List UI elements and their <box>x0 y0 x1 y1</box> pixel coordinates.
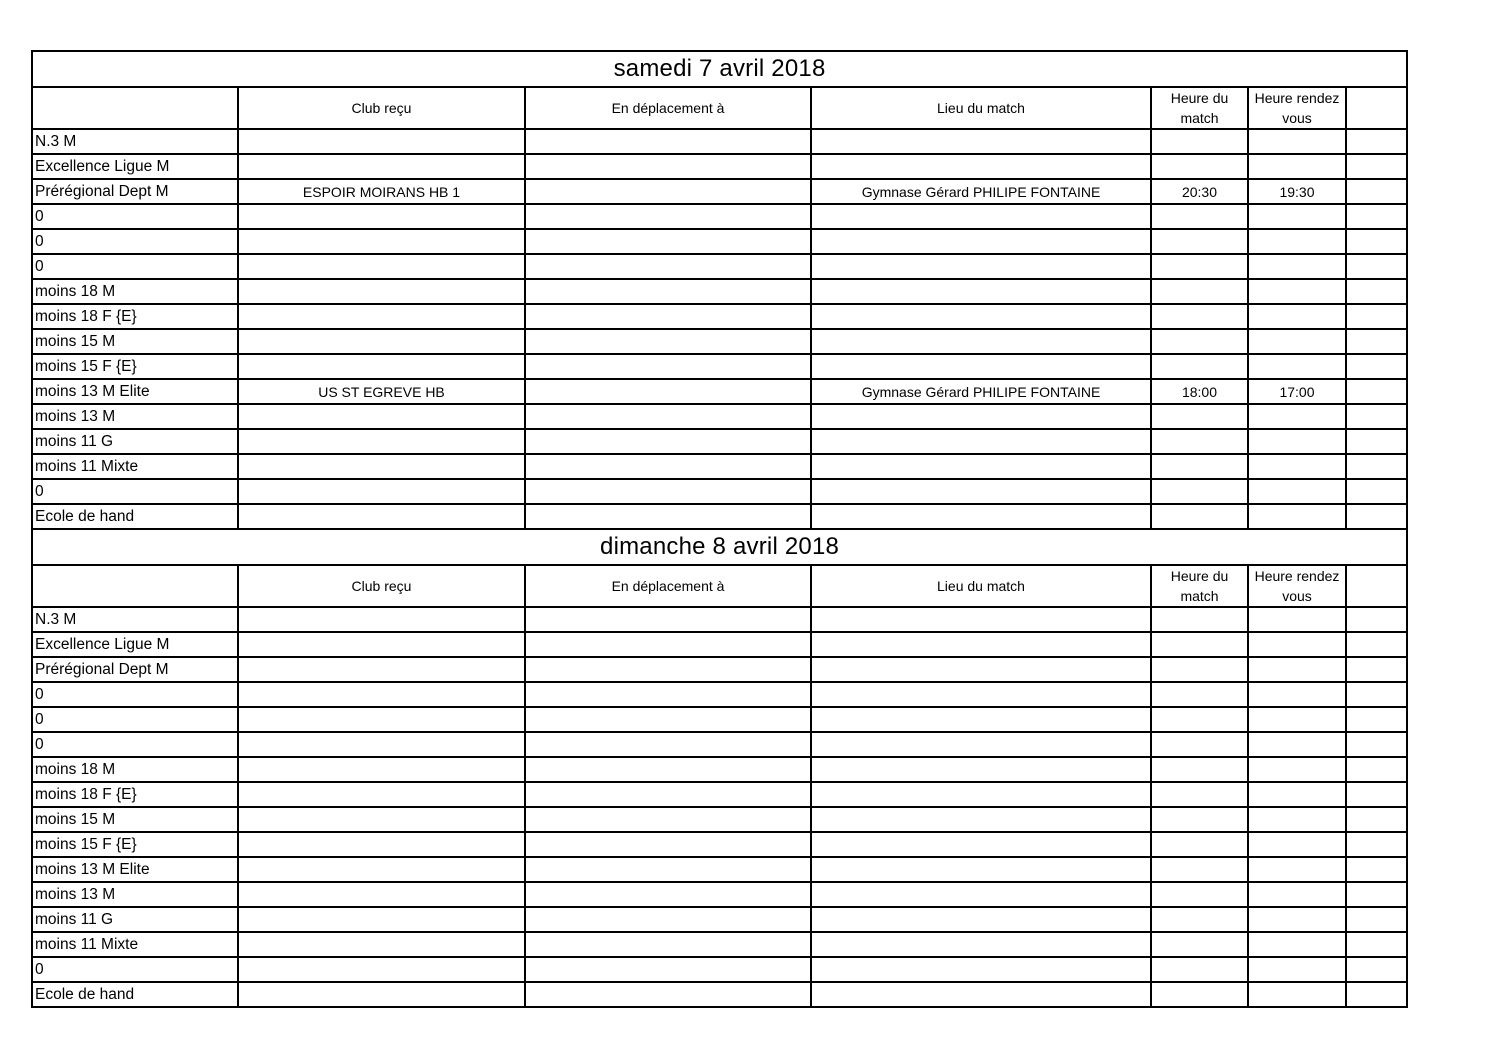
lieu-cell <box>811 607 1151 632</box>
table-row <box>32 379 1407 404</box>
heure-match-cell <box>1151 782 1248 807</box>
heure-match-cell <box>1151 354 1248 379</box>
table-row <box>32 732 1407 757</box>
extra-cell <box>1346 907 1407 932</box>
club-recu-cell <box>238 832 525 857</box>
heure-rdv-cell <box>1248 279 1346 304</box>
en-deplacement-cell <box>525 429 811 454</box>
category-cell: moins 15 F {E} <box>32 832 238 857</box>
en-deplacement-cell <box>525 732 811 757</box>
extra-cell <box>1346 204 1407 229</box>
schedule-sheet <box>31 50 1406 1008</box>
heure-match-cell <box>1151 254 1248 279</box>
club-recu-cell: US ST EGREVE HB <box>238 379 525 404</box>
column-header-heure-match: Heure du match <box>1151 565 1248 607</box>
column-header-category <box>32 565 238 607</box>
club-recu-cell <box>238 982 525 1007</box>
club-recu-cell <box>238 329 525 354</box>
en-deplacement-cell <box>525 354 811 379</box>
day-title: samedi 7 avril 2018 <box>32 51 1407 87</box>
table-row <box>32 479 1407 504</box>
club-recu-cell <box>238 129 525 154</box>
lieu-cell <box>811 254 1151 279</box>
extra-cell <box>1346 832 1407 857</box>
en-deplacement-cell <box>525 179 811 204</box>
heure-match-cell: 20:30 <box>1151 179 1248 204</box>
category-cell: 0 <box>32 707 238 732</box>
lieu-cell <box>811 982 1151 1007</box>
table-row <box>32 757 1407 782</box>
lieu-cell <box>811 857 1151 882</box>
heure-match-cell <box>1151 932 1248 957</box>
category-cell: moins 11 Mixte <box>32 932 238 957</box>
club-recu-cell <box>238 504 525 529</box>
category-cell: moins 13 M Elite <box>32 379 238 404</box>
column-header-lieu: Lieu du match <box>811 87 1151 129</box>
heure-rdv-cell <box>1248 429 1346 454</box>
en-deplacement-cell <box>525 757 811 782</box>
heure-rdv-cell <box>1248 204 1346 229</box>
heure-rdv-cell <box>1248 907 1346 932</box>
lieu-cell <box>811 479 1151 504</box>
table-row <box>32 329 1407 354</box>
heure-match-cell <box>1151 757 1248 782</box>
heure-rdv-cell <box>1248 354 1346 379</box>
heure-rdv-cell <box>1248 807 1346 832</box>
extra-cell <box>1346 782 1407 807</box>
extra-cell <box>1346 279 1407 304</box>
heure-match-cell <box>1151 279 1248 304</box>
en-deplacement-cell <box>525 907 811 932</box>
heure-match-cell <box>1151 807 1248 832</box>
category-cell: moins 11 Mixte <box>32 454 238 479</box>
lieu-cell <box>811 957 1151 982</box>
extra-cell <box>1346 304 1407 329</box>
table-row <box>32 982 1407 1007</box>
extra-cell <box>1346 982 1407 1007</box>
extra-cell <box>1346 657 1407 682</box>
en-deplacement-cell <box>525 279 811 304</box>
lieu-cell <box>811 657 1151 682</box>
category-cell: Prérégional Dept M <box>32 179 238 204</box>
heure-rdv-cell <box>1248 454 1346 479</box>
column-header-category <box>32 87 238 129</box>
category-cell: moins 11 G <box>32 429 238 454</box>
heure-match-cell <box>1151 682 1248 707</box>
category-cell: 0 <box>32 479 238 504</box>
en-deplacement-cell <box>525 932 811 957</box>
column-header-row <box>32 87 1407 129</box>
heure-rdv-cell <box>1248 329 1346 354</box>
en-deplacement-cell <box>525 404 811 429</box>
heure-match-cell <box>1151 504 1248 529</box>
table-row <box>32 782 1407 807</box>
lieu-cell <box>811 732 1151 757</box>
extra-cell <box>1346 957 1407 982</box>
lieu-cell <box>811 279 1151 304</box>
heure-match-cell <box>1151 707 1248 732</box>
category-cell: moins 13 M <box>32 404 238 429</box>
en-deplacement-cell <box>525 832 811 857</box>
en-deplacement-cell <box>525 329 811 354</box>
heure-rdv-cell <box>1248 229 1346 254</box>
heure-rdv-cell <box>1248 154 1346 179</box>
column-header-en-deplacement: En déplacement à <box>525 87 811 129</box>
lieu-cell <box>811 329 1151 354</box>
club-recu-cell <box>238 807 525 832</box>
en-deplacement-cell <box>525 229 811 254</box>
table-row <box>32 254 1407 279</box>
lieu-cell <box>811 454 1151 479</box>
en-deplacement-cell <box>525 657 811 682</box>
en-deplacement-cell <box>525 707 811 732</box>
table-row <box>32 707 1407 732</box>
schedule-table <box>31 50 1408 1008</box>
column-header-extra <box>1346 87 1407 129</box>
lieu-cell <box>811 504 1151 529</box>
category-cell: moins 15 M <box>32 329 238 354</box>
table-row <box>32 882 1407 907</box>
en-deplacement-cell <box>525 504 811 529</box>
extra-cell <box>1346 882 1407 907</box>
extra-cell <box>1346 707 1407 732</box>
heure-match-cell <box>1151 732 1248 757</box>
lieu-cell <box>811 932 1151 957</box>
heure-match-cell <box>1151 632 1248 657</box>
category-cell: moins 15 F {E} <box>32 354 238 379</box>
en-deplacement-cell <box>525 782 811 807</box>
en-deplacement-cell <box>525 632 811 657</box>
table-row <box>32 179 1407 204</box>
en-deplacement-cell <box>525 807 811 832</box>
heure-match-cell <box>1151 129 1248 154</box>
category-cell: 0 <box>32 229 238 254</box>
extra-cell <box>1346 254 1407 279</box>
heure-match-cell <box>1151 454 1248 479</box>
club-recu-cell <box>238 632 525 657</box>
club-recu-cell <box>238 204 525 229</box>
heure-rdv-cell <box>1248 129 1346 154</box>
category-cell: moins 18 M <box>32 279 238 304</box>
extra-cell <box>1346 179 1407 204</box>
column-header-heure-rdv: Heure rendez vous <box>1248 565 1346 607</box>
heure-match-cell <box>1151 657 1248 682</box>
heure-rdv-cell <box>1248 832 1346 857</box>
category-cell: moins 18 M <box>32 757 238 782</box>
table-row <box>32 657 1407 682</box>
extra-cell <box>1346 329 1407 354</box>
extra-cell <box>1346 404 1407 429</box>
extra-cell <box>1346 129 1407 154</box>
lieu-cell <box>811 632 1151 657</box>
heure-match-cell <box>1151 982 1248 1007</box>
heure-rdv-cell: 17:00 <box>1248 379 1346 404</box>
category-cell: Ecole de hand <box>32 504 238 529</box>
extra-cell <box>1346 379 1407 404</box>
category-cell: 0 <box>32 732 238 757</box>
lieu-cell <box>811 707 1151 732</box>
club-recu-cell <box>238 882 525 907</box>
table-row <box>32 229 1407 254</box>
club-recu-cell <box>238 229 525 254</box>
extra-cell <box>1346 932 1407 957</box>
heure-match-cell <box>1151 857 1248 882</box>
table-row <box>32 807 1407 832</box>
heure-match-cell <box>1151 832 1248 857</box>
heure-rdv-cell <box>1248 707 1346 732</box>
club-recu-cell <box>238 707 525 732</box>
category-cell: moins 18 F {E} <box>32 304 238 329</box>
heure-match-cell <box>1151 229 1248 254</box>
heure-match-cell <box>1151 607 1248 632</box>
lieu-cell <box>811 832 1151 857</box>
table-row <box>32 204 1407 229</box>
club-recu-cell <box>238 732 525 757</box>
heure-rdv-cell <box>1248 479 1346 504</box>
heure-rdv-cell: 19:30 <box>1248 179 1346 204</box>
heure-match-cell <box>1151 404 1248 429</box>
heure-rdv-cell <box>1248 304 1346 329</box>
category-cell: moins 13 M <box>32 882 238 907</box>
extra-cell <box>1346 479 1407 504</box>
category-cell: Excellence Ligue M <box>32 632 238 657</box>
heure-rdv-cell <box>1248 607 1346 632</box>
lieu-cell <box>811 304 1151 329</box>
club-recu-cell <box>238 757 525 782</box>
en-deplacement-cell <box>525 982 811 1007</box>
extra-cell <box>1346 732 1407 757</box>
category-cell: 0 <box>32 204 238 229</box>
heure-rdv-cell <box>1248 857 1346 882</box>
lieu-cell <box>811 154 1151 179</box>
category-cell: N.3 M <box>32 129 238 154</box>
club-recu-cell <box>238 907 525 932</box>
column-header-row <box>32 565 1407 607</box>
extra-cell <box>1346 454 1407 479</box>
category-cell: Ecole de hand <box>32 982 238 1007</box>
extra-cell <box>1346 807 1407 832</box>
en-deplacement-cell <box>525 479 811 504</box>
heure-match-cell <box>1151 204 1248 229</box>
table-row <box>32 154 1407 179</box>
club-recu-cell <box>238 454 525 479</box>
category-cell: moins 18 F {E} <box>32 782 238 807</box>
club-recu-cell <box>238 154 525 179</box>
day-title-row <box>32 51 1407 87</box>
lieu-cell <box>811 807 1151 832</box>
club-recu-cell <box>238 279 525 304</box>
en-deplacement-cell <box>525 129 811 154</box>
club-recu-cell <box>238 957 525 982</box>
extra-cell <box>1346 757 1407 782</box>
table-row <box>32 504 1407 529</box>
table-row <box>32 354 1407 379</box>
extra-cell <box>1346 429 1407 454</box>
heure-match-cell <box>1151 429 1248 454</box>
column-header-extra <box>1346 565 1407 607</box>
table-row <box>32 682 1407 707</box>
en-deplacement-cell <box>525 857 811 882</box>
extra-cell <box>1346 504 1407 529</box>
table-row <box>32 857 1407 882</box>
heure-rdv-cell <box>1248 254 1346 279</box>
heure-match-cell <box>1151 882 1248 907</box>
lieu-cell: Gymnase Gérard PHILIPE FONTAINE <box>811 179 1151 204</box>
table-row <box>32 957 1407 982</box>
category-cell: moins 13 M Elite <box>32 857 238 882</box>
heure-match-cell: 18:00 <box>1151 379 1248 404</box>
en-deplacement-cell <box>525 154 811 179</box>
heure-match-cell <box>1151 329 1248 354</box>
heure-rdv-cell <box>1248 982 1346 1007</box>
extra-cell <box>1346 682 1407 707</box>
column-header-en-deplacement: En déplacement à <box>525 565 811 607</box>
lieu-cell <box>811 757 1151 782</box>
table-row <box>32 129 1407 154</box>
club-recu-cell <box>238 429 525 454</box>
extra-cell <box>1346 632 1407 657</box>
heure-match-cell <box>1151 154 1248 179</box>
day-title: dimanche 8 avril 2018 <box>32 529 1407 565</box>
category-cell: moins 15 M <box>32 807 238 832</box>
lieu-cell <box>811 782 1151 807</box>
column-header-lieu: Lieu du match <box>811 565 1151 607</box>
club-recu-cell: ESPOIR MOIRANS HB 1 <box>238 179 525 204</box>
club-recu-cell <box>238 607 525 632</box>
lieu-cell <box>811 129 1151 154</box>
en-deplacement-cell <box>525 957 811 982</box>
heure-rdv-cell <box>1248 504 1346 529</box>
category-cell: 0 <box>32 957 238 982</box>
heure-rdv-cell <box>1248 632 1346 657</box>
heure-rdv-cell <box>1248 732 1346 757</box>
category-cell: Excellence Ligue M <box>32 154 238 179</box>
en-deplacement-cell <box>525 607 811 632</box>
en-deplacement-cell <box>525 682 811 707</box>
club-recu-cell <box>238 254 525 279</box>
lieu-cell <box>811 907 1151 932</box>
club-recu-cell <box>238 857 525 882</box>
club-recu-cell <box>238 657 525 682</box>
extra-cell <box>1346 607 1407 632</box>
heure-rdv-cell <box>1248 682 1346 707</box>
table-row <box>32 832 1407 857</box>
extra-cell <box>1346 857 1407 882</box>
club-recu-cell <box>238 932 525 957</box>
club-recu-cell <box>238 479 525 504</box>
heure-rdv-cell <box>1248 957 1346 982</box>
table-row <box>32 607 1407 632</box>
heure-rdv-cell <box>1248 657 1346 682</box>
table-row <box>32 404 1407 429</box>
category-cell: moins 11 G <box>32 907 238 932</box>
heure-rdv-cell <box>1248 932 1346 957</box>
heure-match-cell <box>1151 304 1248 329</box>
heure-rdv-cell <box>1248 782 1346 807</box>
heure-match-cell <box>1151 479 1248 504</box>
schedule-body <box>32 51 1407 1007</box>
lieu-cell <box>811 429 1151 454</box>
heure-rdv-cell <box>1248 757 1346 782</box>
extra-cell <box>1346 154 1407 179</box>
lieu-cell: Gymnase Gérard PHILIPE FONTAINE <box>811 379 1151 404</box>
category-cell: N.3 M <box>32 607 238 632</box>
heure-rdv-cell <box>1248 882 1346 907</box>
lieu-cell <box>811 204 1151 229</box>
en-deplacement-cell <box>525 882 811 907</box>
club-recu-cell <box>238 304 525 329</box>
club-recu-cell <box>238 682 525 707</box>
extra-cell <box>1346 354 1407 379</box>
table-row <box>32 279 1407 304</box>
table-row <box>32 932 1407 957</box>
table-row <box>32 454 1407 479</box>
category-cell: Prérégional Dept M <box>32 657 238 682</box>
en-deplacement-cell <box>525 379 811 404</box>
heure-match-cell <box>1151 907 1248 932</box>
extra-cell <box>1346 229 1407 254</box>
en-deplacement-cell <box>525 204 811 229</box>
table-row <box>32 304 1407 329</box>
club-recu-cell <box>238 354 525 379</box>
category-cell: 0 <box>32 682 238 707</box>
lieu-cell <box>811 229 1151 254</box>
category-cell: 0 <box>32 254 238 279</box>
lieu-cell <box>811 354 1151 379</box>
heure-rdv-cell <box>1248 404 1346 429</box>
column-header-club-recu: Club reçu <box>238 565 525 607</box>
table-row <box>32 907 1407 932</box>
en-deplacement-cell <box>525 254 811 279</box>
lieu-cell <box>811 404 1151 429</box>
club-recu-cell <box>238 404 525 429</box>
column-header-heure-rdv: Heure rendez vous <box>1248 87 1346 129</box>
club-recu-cell <box>238 782 525 807</box>
lieu-cell <box>811 882 1151 907</box>
en-deplacement-cell <box>525 454 811 479</box>
heure-match-cell <box>1151 957 1248 982</box>
column-header-heure-match: Heure du match <box>1151 87 1248 129</box>
column-header-club-recu: Club reçu <box>238 87 525 129</box>
table-row <box>32 632 1407 657</box>
en-deplacement-cell <box>525 304 811 329</box>
table-row <box>32 429 1407 454</box>
lieu-cell <box>811 682 1151 707</box>
day-title-row <box>32 529 1407 565</box>
